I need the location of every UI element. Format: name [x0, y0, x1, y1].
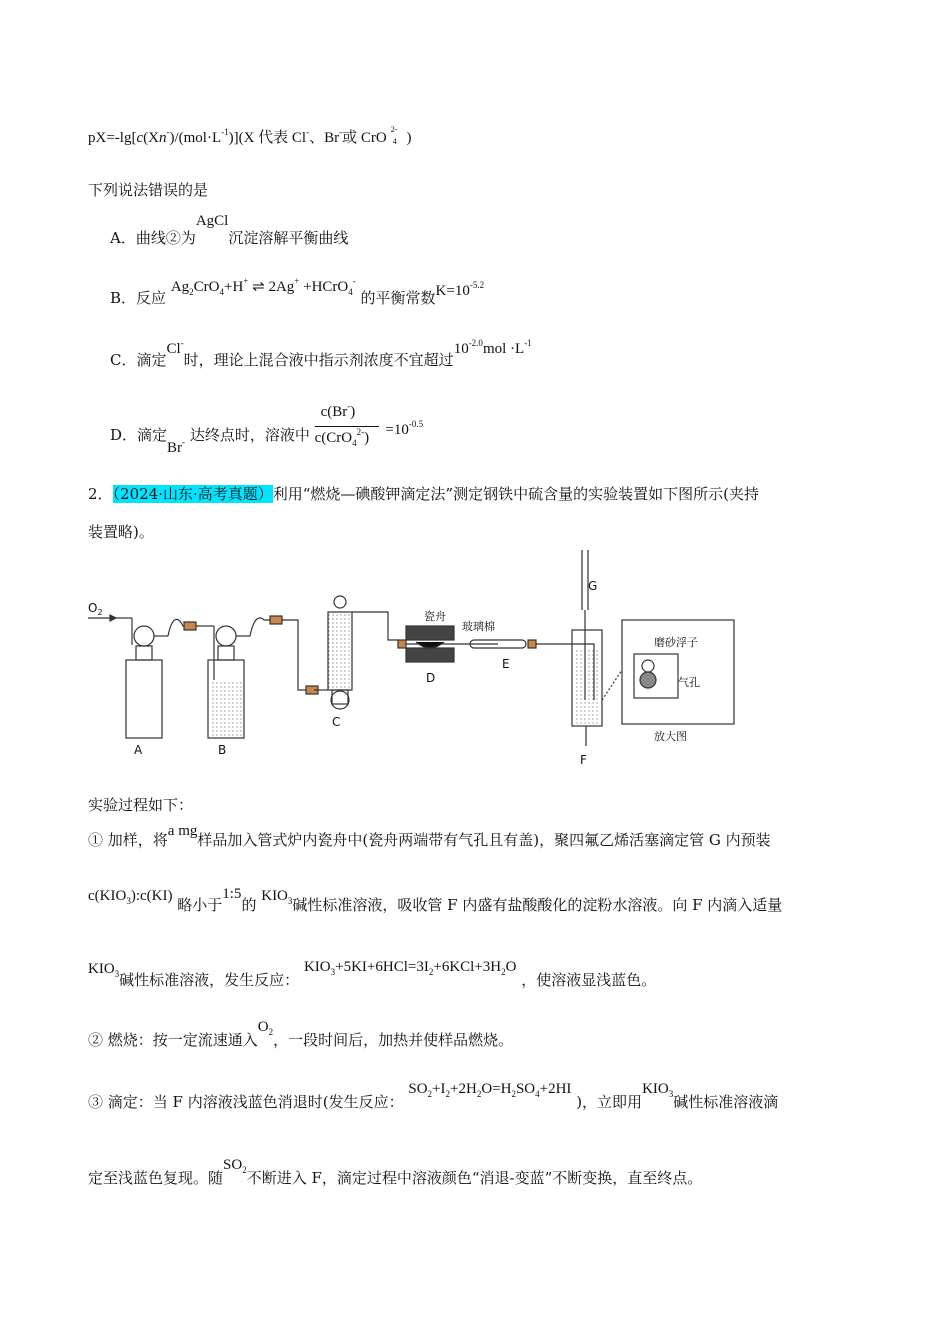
option-d[interactable]: D．滴定Br- 达终点时，溶液中 c(Br-) c(CrO$_4^{2-}$) $=10^{-0.5}$ [110, 401, 424, 456]
svg-text:E: E [502, 657, 510, 671]
option-a[interactable]: A．曲线②为AgCl沉淀溶解平衡曲线 [110, 213, 349, 247]
apparatus-figure [88, 550, 868, 770]
svg-text:玻璃棉: 玻璃棉 [462, 620, 495, 633]
equation-1: $KIO_3+5KI+6HCl=3I_2+6KCl+3H_2O$ [303, 959, 517, 977]
equation-2: $SO_2+I_2+2H_2O=H_2SO_4+2HI$ [408, 1081, 572, 1099]
procedure-title: 实验过程如下： [88, 796, 194, 814]
k-value: $K=10^{-5.2}$ [435, 280, 485, 299]
svg-text:放大图: 放大图 [654, 730, 687, 743]
svg-text:B: B [218, 743, 227, 757]
option-b[interactable]: B．反应 $Ag_2CrO_4+H^+$ ⇌ 2Ag+ +HCrO$_4$- 的平衡常数$K=10^{-5.2}$ [110, 276, 485, 307]
step3-line2: 定至浅蓝色复现。随$SO_2$不断进入 F，滴定过程中溶液颜色“消退-变蓝”不断变换，直至终点。 [88, 1157, 703, 1187]
fraction: c(Br-) c(CrO$_4^{2-}$) [315, 426, 381, 446]
step2-line: ② 燃烧：按一定流速通入$O_2$，一段时间后，加热并使样品燃烧。 [88, 1019, 514, 1049]
px-definition: $pX=-\lg[c(Xn^-)/(mol\cdot L^{-1})](X$ 代表 Cl-、Br-或 CrO 2- 4 ) [88, 125, 412, 146]
svg-text:G: G [588, 579, 598, 593]
q2-line1: 2．（2024·山东·高考真题）利用“燃烧—碘酸钾滴定法”测定钢铁中硫含量的实验装置如下图所示(夹持 [88, 485, 759, 503]
step1-line3: $KIO_3$碱性标准溶液，发生反应： $KIO_3+5KI+6HCl=3I_2+6KCl+3H_2O$ ，使溶液显浅蓝色。 [88, 959, 657, 989]
exam-tag: （2024·山东·高考真题） [112, 485, 273, 503]
svg-text:瓷舟: 瓷舟 [424, 610, 446, 623]
svg-text:磨砂浮子: 磨砂浮子 [654, 636, 698, 649]
question-intro: 下列说法错误的是 [88, 181, 209, 199]
step3-line1: ③ 滴定：当 F 内溶液浅蓝色消退时(发生反应： $SO_2+I_2+2H_2O=H_2SO_4+2HI$ )，立即用$KIO_3$碱性标准溶液滴 [88, 1081, 779, 1111]
q2-line2: 装置略)。 [88, 523, 154, 541]
svg-text:F: F [580, 753, 587, 767]
agcl-formula: AgCl [195, 213, 229, 229]
step1-line2: $c(KIO_3):c(KI)$ 略小于1:5的 $KIO_3$碱性标准溶液，吸收管 F 内盛有盐酸酸化的淀粉水溶液。向 F 内滴入适量 [88, 886, 783, 914]
svg-text:D: D [426, 671, 436, 685]
reaction-b: $Ag_2CrO_4+H^+$ ⇌ 2Ag+ +HCrO$_4$- [170, 276, 356, 297]
step1-line1: ① 加样，将a mg样品加入管式炉内瓷舟中(瓷舟两端带有气孔且有盖)，聚四氟乙烯活塞滴定管 G 内预装 [88, 823, 771, 849]
svg-text:气孔: 气孔 [678, 676, 700, 689]
svg-text:C: C [332, 715, 341, 729]
option-c[interactable]: C．滴定Cl-时，理论上混合液中指示剂浓度不宜超过$10^{-2.0}mol \cdot L^{-1}$ [110, 338, 532, 369]
svg-text:A: A [134, 743, 143, 757]
svg-text:O2: $O_2$ [88, 601, 103, 617]
